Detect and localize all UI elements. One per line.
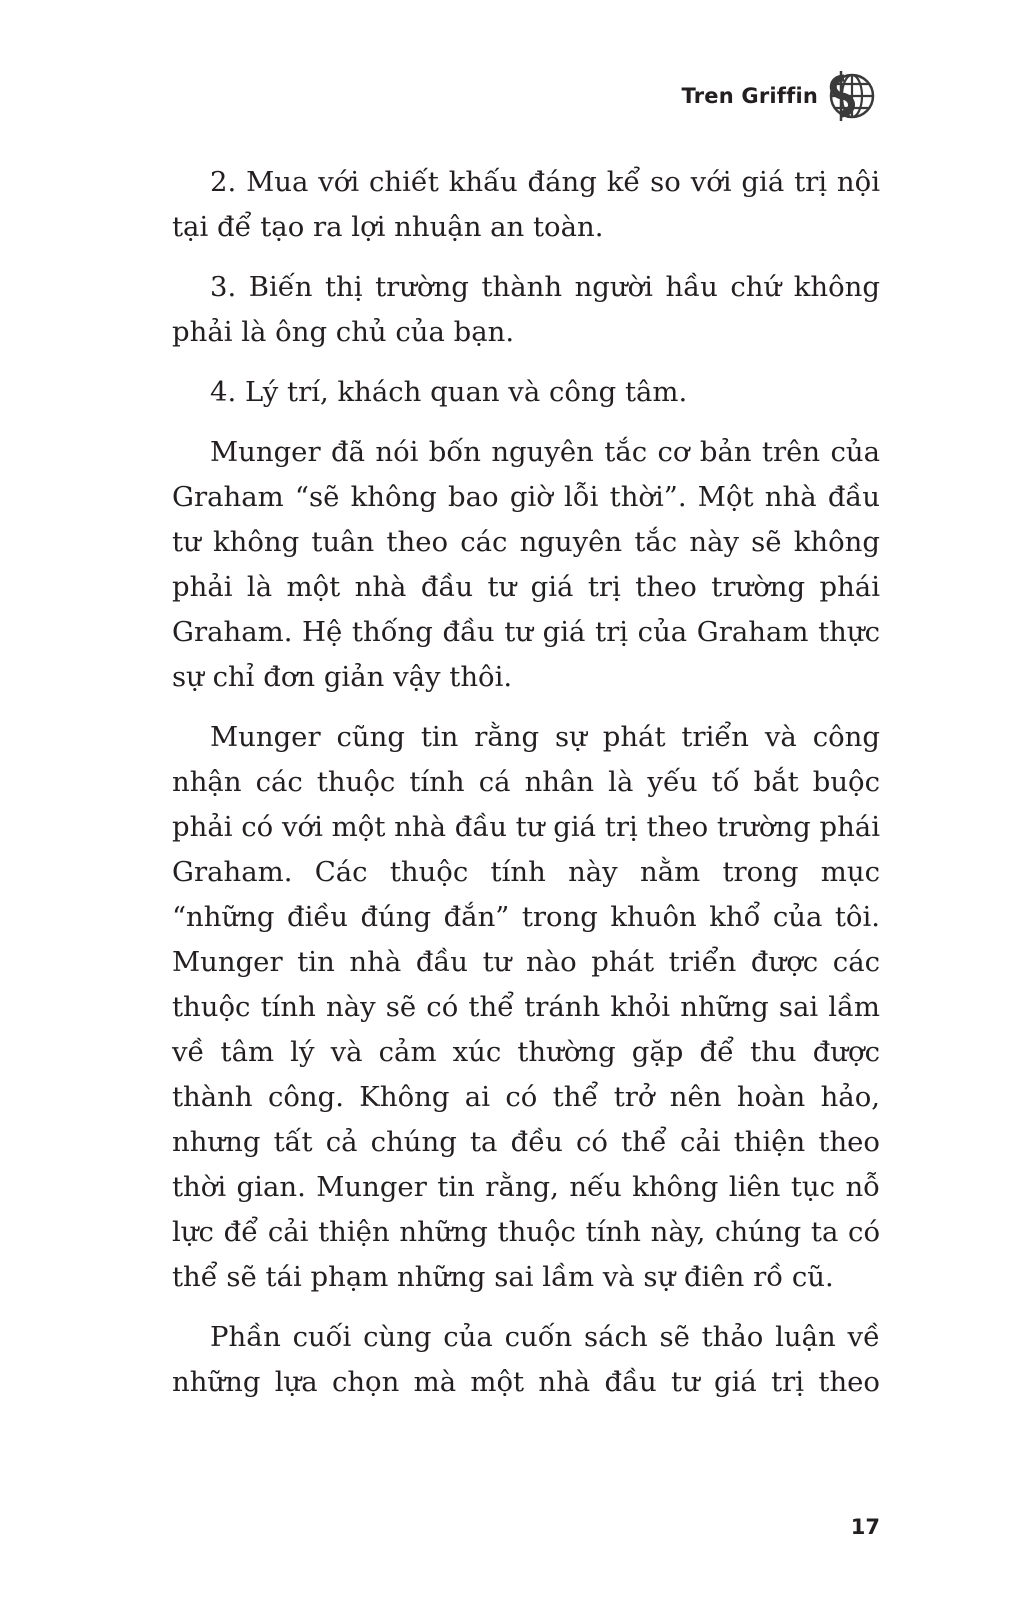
globe-dollar-icon [828, 68, 876, 124]
paragraph-principle-4: 4. Lý trí, khách quan và công tâm. [210, 376, 688, 408]
page-number: 17 [850, 1515, 880, 1539]
author-name: Tren Griffin [681, 84, 818, 108]
paragraph-final-section: Phần cuối cùng của cuốn sách sẽ thảo luận về những lựa chọn mà một nhà đầu tư giá trị theo [172, 1321, 880, 1398]
paragraph-principle-2: 2. Mua với chiết khấu đáng kể so với giá trị nội tại để tạo ra lợi nhuận an toàn. [172, 166, 880, 243]
paragraph-principle-3: 3. Biến thị trường thành người hầu chứ không phải là ông chủ của bạn. [172, 271, 880, 348]
page-body [172, 160, 880, 1420]
paragraph-personal-attributes: Munger cũng tin rằng sự phát triển và công nhận các thuộc tính cá nhân là yếu tố bắt buộc phải có với một nhà đầu tư giá trị theo trường phái Graham. Các thuộc tính này nằm trong mục “những điều đúng đắn” trong khuôn khổ của tôi. Munger tin nhà đầu tư nào phát triển được các thuộc tính này sẽ có thể tránh khỏi những sai lầm về tâm lý và cảm xúc thường gặp để thu được thành công. Không ai có thể trở nên hoàn hảo, nhưng tất cả chúng ta đều có thể cải thiện theo thời gian. Munger tin rằng, nếu không liên tục nỗ lực để cải thiện những thuộc tính này, chúng ta có thể sẽ tái phạm những sai lầm và sự điên rồ cũ. [172, 721, 880, 1293]
paragraph-munger-principles: Munger đã nói bốn nguyên tắc cơ bản trên của Graham “sẽ không bao giờ lỗi thời”. Một nhà đầu tư không tuân theo các nguyên tắc này sẽ không phải là một nhà đầu tư giá trị theo trường phái Graham. Hệ thống đầu tư giá trị của Graham thực sự chỉ đơn giản vậy thôi. [172, 436, 880, 693]
running-header [682, 68, 877, 124]
